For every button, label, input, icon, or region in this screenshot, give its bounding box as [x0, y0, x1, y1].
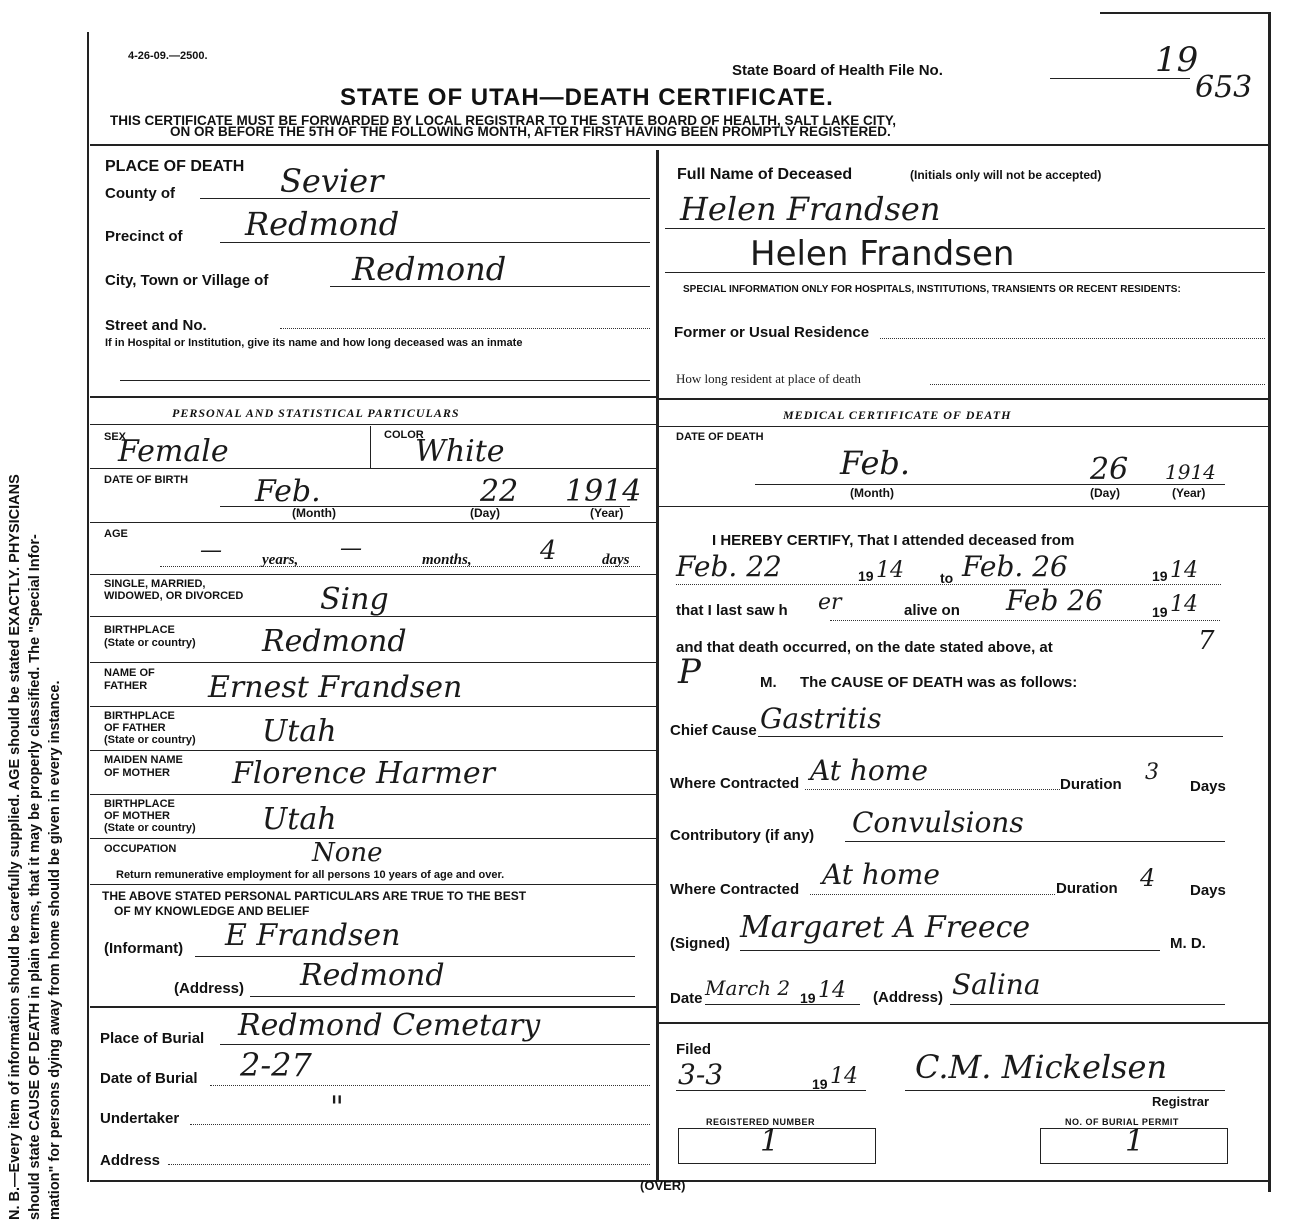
contributory-label: Contributory (if any) — [670, 827, 815, 844]
from-year: 14 — [876, 558, 904, 583]
age-rule — [90, 574, 656, 575]
place-rule — [90, 396, 656, 398]
months-label: months, — [422, 552, 472, 568]
undertaker-line — [190, 1124, 650, 1125]
burial-place-line — [220, 1044, 650, 1045]
alive-label: alive on — [904, 602, 960, 619]
m-label: M. — [760, 674, 777, 691]
former-residence-line — [880, 338, 1265, 339]
father-rule — [90, 706, 656, 707]
father-bp-label3: (State or country) — [104, 734, 196, 746]
contributory-line — [845, 841, 1225, 842]
birthplace-value: Redmond — [262, 624, 407, 659]
special-rule — [658, 398, 1268, 400]
med-date-value: March 2 — [705, 976, 791, 1000]
where-contracted-value2: At home — [822, 858, 940, 891]
occurred-label: and that death occurred, on the date stated above, at — [676, 639, 1053, 656]
medical-heading-rule — [658, 426, 1268, 427]
dob-year-cap: (Year) — [590, 506, 624, 520]
to-year: 14 — [1170, 558, 1198, 583]
duration-label2: Duration — [1056, 880, 1118, 897]
father-label1: NAME OF — [104, 667, 155, 679]
dod-label: DATE OF DEATH — [676, 431, 764, 443]
med-date-year-prefix: 19 — [800, 990, 816, 1006]
sex-color-divider — [370, 426, 371, 468]
md-label: M. D. — [1170, 935, 1206, 952]
age-months: — — [340, 536, 362, 561]
true-statement-line1: THE ABOVE STATED PERSONAL PARTICULARS ARE TRUE TO THE BEST — [102, 889, 527, 903]
mother-bp-label1: BIRTHPLACE — [104, 798, 175, 810]
age-label: AGE — [104, 528, 128, 540]
father-bp-rule — [90, 750, 656, 751]
frame-top-right — [1100, 12, 1270, 14]
medical-heading: MEDICAL CERTIFICATE OF DEATH — [783, 408, 1012, 422]
instruction-line1: THIS CERTIFICATE MUST BE FORWARDED BY LOCAL REGISTRAR TO THE STATE BOARD OF HEALTH, SALT LAKE CITY, — [110, 113, 897, 128]
registrar-signature: C.M. Mickelsen — [915, 1048, 1168, 1086]
sex-label: SEX — [104, 431, 127, 443]
name-script: Helen Frandsen — [680, 190, 941, 228]
registrar-label: Registrar — [1152, 1094, 1210, 1109]
form-code: 4-26-09.—2500. — [128, 50, 208, 62]
years-label: years, — [262, 552, 299, 568]
mother-bp-value: Utah — [262, 802, 337, 837]
to-date: Feb. 26 — [962, 550, 1068, 583]
birthplace-rule — [90, 662, 656, 663]
former-residence-label: Former or Usual Residence — [674, 324, 870, 341]
county-label: County of — [105, 185, 175, 202]
where-contracted-label1: Where Contracted — [670, 775, 800, 792]
full-name-note: (Initials only will not be accepted) — [910, 168, 1102, 182]
dob-year: 1914 — [565, 474, 642, 509]
side-note-line1: N. B.—Every item of information should be carefully supplied. AGE should be stated EXACTLY. PHYSICIANS — [7, 474, 23, 1220]
how-long-line — [930, 384, 1265, 385]
last-saw-label: that I last saw h — [676, 602, 788, 619]
days-label2: Days — [1190, 882, 1226, 899]
hospital-label: If in Hospital or Institution, give its name and how long deceased was an inmate — [105, 337, 523, 349]
med-date-line — [705, 1004, 860, 1005]
precinct-label: Precinct of — [105, 228, 183, 245]
duration-value1: 3 — [1145, 760, 1159, 785]
last-saw-pronoun: er — [818, 590, 842, 615]
med-address-label: (Address) — [873, 989, 944, 1006]
mother-rule — [90, 794, 656, 795]
dod-year-cap: (Year) — [1172, 486, 1206, 500]
county-value: Sevier — [280, 162, 384, 200]
color-label: COLOR — [384, 429, 424, 441]
dob-rule — [90, 522, 656, 523]
filed-line — [676, 1090, 866, 1091]
how-long-label: How long resident at place of death — [676, 371, 861, 386]
chief-cause-line — [758, 736, 1223, 737]
dod-month: Feb. — [840, 444, 911, 482]
occurred-hour: 7 — [1198, 626, 1215, 656]
reg-number-value: 1 — [760, 1124, 780, 1159]
frame-left — [87, 32, 89, 1182]
filed-year-prefix: 19 — [812, 1076, 828, 1092]
informant-address-label: (Address) — [174, 980, 245, 997]
mother-bp-label2: OF MOTHER — [104, 810, 170, 822]
attended-line — [676, 584, 1221, 585]
from-date: Feb. 22 — [676, 550, 782, 583]
certify-text: I HEREBY CERTIFY, That I attended deceased from — [712, 532, 1075, 549]
chief-cause-label: Chief Cause — [670, 722, 757, 739]
name-print: Helen Frandsen — [750, 234, 1015, 274]
dob-month: Feb. — [255, 474, 321, 509]
occupation-value: None — [312, 838, 383, 868]
dod-month-cap: (Month) — [850, 486, 894, 500]
where-contracted-value1: At home — [810, 754, 928, 787]
dod-day: 26 — [1090, 452, 1129, 487]
dod-year: 1914 — [1165, 460, 1216, 484]
personal-heading-rule — [90, 424, 656, 425]
chief-cause-value: Gastritis — [760, 702, 882, 735]
duration-label1: Duration — [1060, 776, 1122, 793]
mother-label2: OF MOTHER — [104, 767, 170, 779]
age-years: — — [200, 538, 222, 563]
burial-place-label: Place of Burial — [100, 1030, 205, 1047]
dod-line — [755, 484, 1225, 485]
dob-day-cap: (Day) — [470, 506, 501, 520]
last-saw-year: 14 — [1170, 592, 1198, 617]
registrar-line — [905, 1090, 1225, 1091]
burial-permit-value: 1 — [1125, 1124, 1145, 1159]
burial-address-line — [168, 1164, 650, 1165]
center-divider — [656, 150, 659, 1180]
days-label1: Days — [1190, 778, 1226, 795]
father-value: Ernest Frandsen — [208, 670, 463, 705]
sex-value: Female — [118, 434, 229, 469]
burial-date-value: 2-27 — [240, 1046, 312, 1084]
cause-intro: The CAUSE OF DEATH was as follows: — [800, 674, 1078, 691]
dob-label: DATE OF BIRTH — [104, 474, 189, 486]
contributory-value: Convulsions — [852, 806, 1024, 839]
color-value: White — [415, 434, 505, 469]
file-no-top: 19 — [1155, 40, 1199, 80]
days-label: days — [602, 552, 630, 568]
dod-rule — [658, 506, 1268, 507]
last-saw-line — [830, 620, 1220, 621]
reg-number-label: REGISTERED NUMBER — [706, 1117, 816, 1127]
side-note-line3: mation" for persons dying away from home should be given in every instance. — [47, 680, 63, 1220]
city-label: City, Town or Village of — [105, 272, 269, 289]
to-year-prefix: 19 — [1152, 568, 1168, 584]
name-line2 — [665, 272, 1265, 273]
duration-value2: 4 — [1140, 864, 1156, 892]
dob-day: 22 — [480, 474, 519, 509]
mother-label1: MAIDEN NAME — [104, 754, 183, 766]
occupation-label: OCCUPATION — [104, 843, 177, 855]
street-label: Street and No. — [105, 317, 207, 334]
father-bp-value: Utah — [262, 714, 337, 749]
burial-place-value: Redmond Cemetary — [238, 1008, 541, 1043]
dod-day-cap: (Day) — [1090, 486, 1121, 500]
dob-line — [220, 506, 630, 507]
occupation-rule — [90, 884, 656, 885]
father-bp-label1: BIRTHPLACE — [104, 710, 175, 722]
instruction-line2: ON OR BEFORE THE 5TH OF THE FOLLOWING MONTH, AFTER FIRST HAVING BEEN PROMPTLY REGISTERED. — [170, 124, 891, 139]
last-saw-year-prefix: 19 — [1152, 604, 1168, 620]
mother-bp-label3: (State or country) — [104, 822, 196, 834]
informant-address-line — [250, 996, 635, 997]
frame-right — [1268, 12, 1271, 1192]
marital-rule — [90, 616, 656, 617]
filed-date: 3-3 — [678, 1058, 724, 1091]
undertaker-value: " — [330, 1090, 344, 1125]
burial-date-label: Date of Burial — [100, 1070, 198, 1087]
undertaker-label: Undertaker — [100, 1110, 180, 1127]
over-label: (OVER) — [640, 1178, 686, 1193]
where-contracted-line2 — [810, 894, 1055, 895]
header-rule — [90, 144, 1268, 146]
city-value: Redmond — [352, 250, 507, 288]
informant-value: E Frandsen — [225, 918, 401, 953]
side-note-line2: should state CAUSE OF DEATH in plain terms, that it may be properly classified. The "Special Infor- — [27, 534, 43, 1220]
sex-rule — [90, 468, 656, 469]
signed-value: Margaret A Freece — [740, 910, 1031, 945]
med-address-value: Salina — [952, 968, 1041, 1001]
occupation-note: Return remunerative employment for all persons 10 years of age and over. — [116, 869, 505, 881]
med-address-line — [950, 1004, 1225, 1005]
full-name-label: Full Name of Deceased — [677, 166, 853, 183]
filed-label: Filed — [676, 1041, 712, 1058]
name-line1 — [665, 228, 1265, 229]
county-line — [200, 198, 650, 199]
burial-date-line — [210, 1085, 650, 1086]
marital-label2: WIDOWED, OR DIVORCED — [104, 590, 244, 602]
informant-line — [195, 956, 635, 957]
filed-year: 14 — [830, 1064, 858, 1089]
father-bp-label2: OF FATHER — [104, 722, 166, 734]
marital-label1: SINGLE, MARRIED, — [104, 578, 206, 590]
informant-label: (Informant) — [104, 940, 184, 957]
birthplace-label2: (State or country) — [104, 637, 196, 649]
burial-permit-label: NO. OF BURIAL PERMIT — [1065, 1117, 1179, 1127]
age-days: 4 — [540, 536, 557, 566]
signed-line — [740, 950, 1160, 951]
birthplace-label1: BIRTHPLACE — [104, 624, 175, 636]
file-no-label: State Board of Health File No. — [732, 62, 943, 79]
hospital-line — [120, 380, 650, 381]
informant-address-value: Redmond — [300, 958, 445, 993]
from-year-prefix: 19 — [858, 568, 874, 584]
signed-label: (Signed) — [670, 935, 730, 952]
father-label2: FATHER — [104, 680, 148, 692]
precinct-value: Redmond — [245, 205, 400, 243]
dob-month-cap: (Month) — [292, 506, 336, 520]
to-label: to — [940, 570, 954, 586]
med-date-label: Date — [670, 990, 703, 1007]
page-title: STATE OF UTAH—DEATH CERTIFICATE. — [340, 84, 834, 111]
true-statement-line2: OF MY KNOWLEDGE AND BELIEF — [114, 904, 310, 918]
personal-heading: PERSONAL AND STATISTICAL PARTICULARS — [172, 406, 460, 420]
special-info-label: SPECIAL INFORMATION ONLY FOR HOSPITALS, INSTITUTIONS, TRANSIENTS OR RECENT RESIDENTS: — [683, 284, 1181, 295]
burial-address-label: Address — [100, 1152, 161, 1169]
last-saw-date: Feb 26 — [1006, 584, 1103, 617]
age-line — [160, 566, 640, 567]
side-note — [5, 120, 65, 1220]
street-line — [280, 328, 650, 329]
place-of-death-label: PLACE OF DEATH — [105, 158, 245, 175]
mother-value: Florence Harmer — [232, 756, 495, 791]
where-contracted-label2: Where Contracted — [670, 881, 800, 898]
file-no-bottom: 653 — [1195, 70, 1253, 105]
where-contracted-line1 — [805, 789, 1060, 790]
marital-value: Sing — [320, 582, 389, 617]
medical-rule — [658, 1022, 1268, 1024]
am-pm-value: P — [678, 652, 701, 692]
med-date-year: 14 — [818, 978, 846, 1003]
